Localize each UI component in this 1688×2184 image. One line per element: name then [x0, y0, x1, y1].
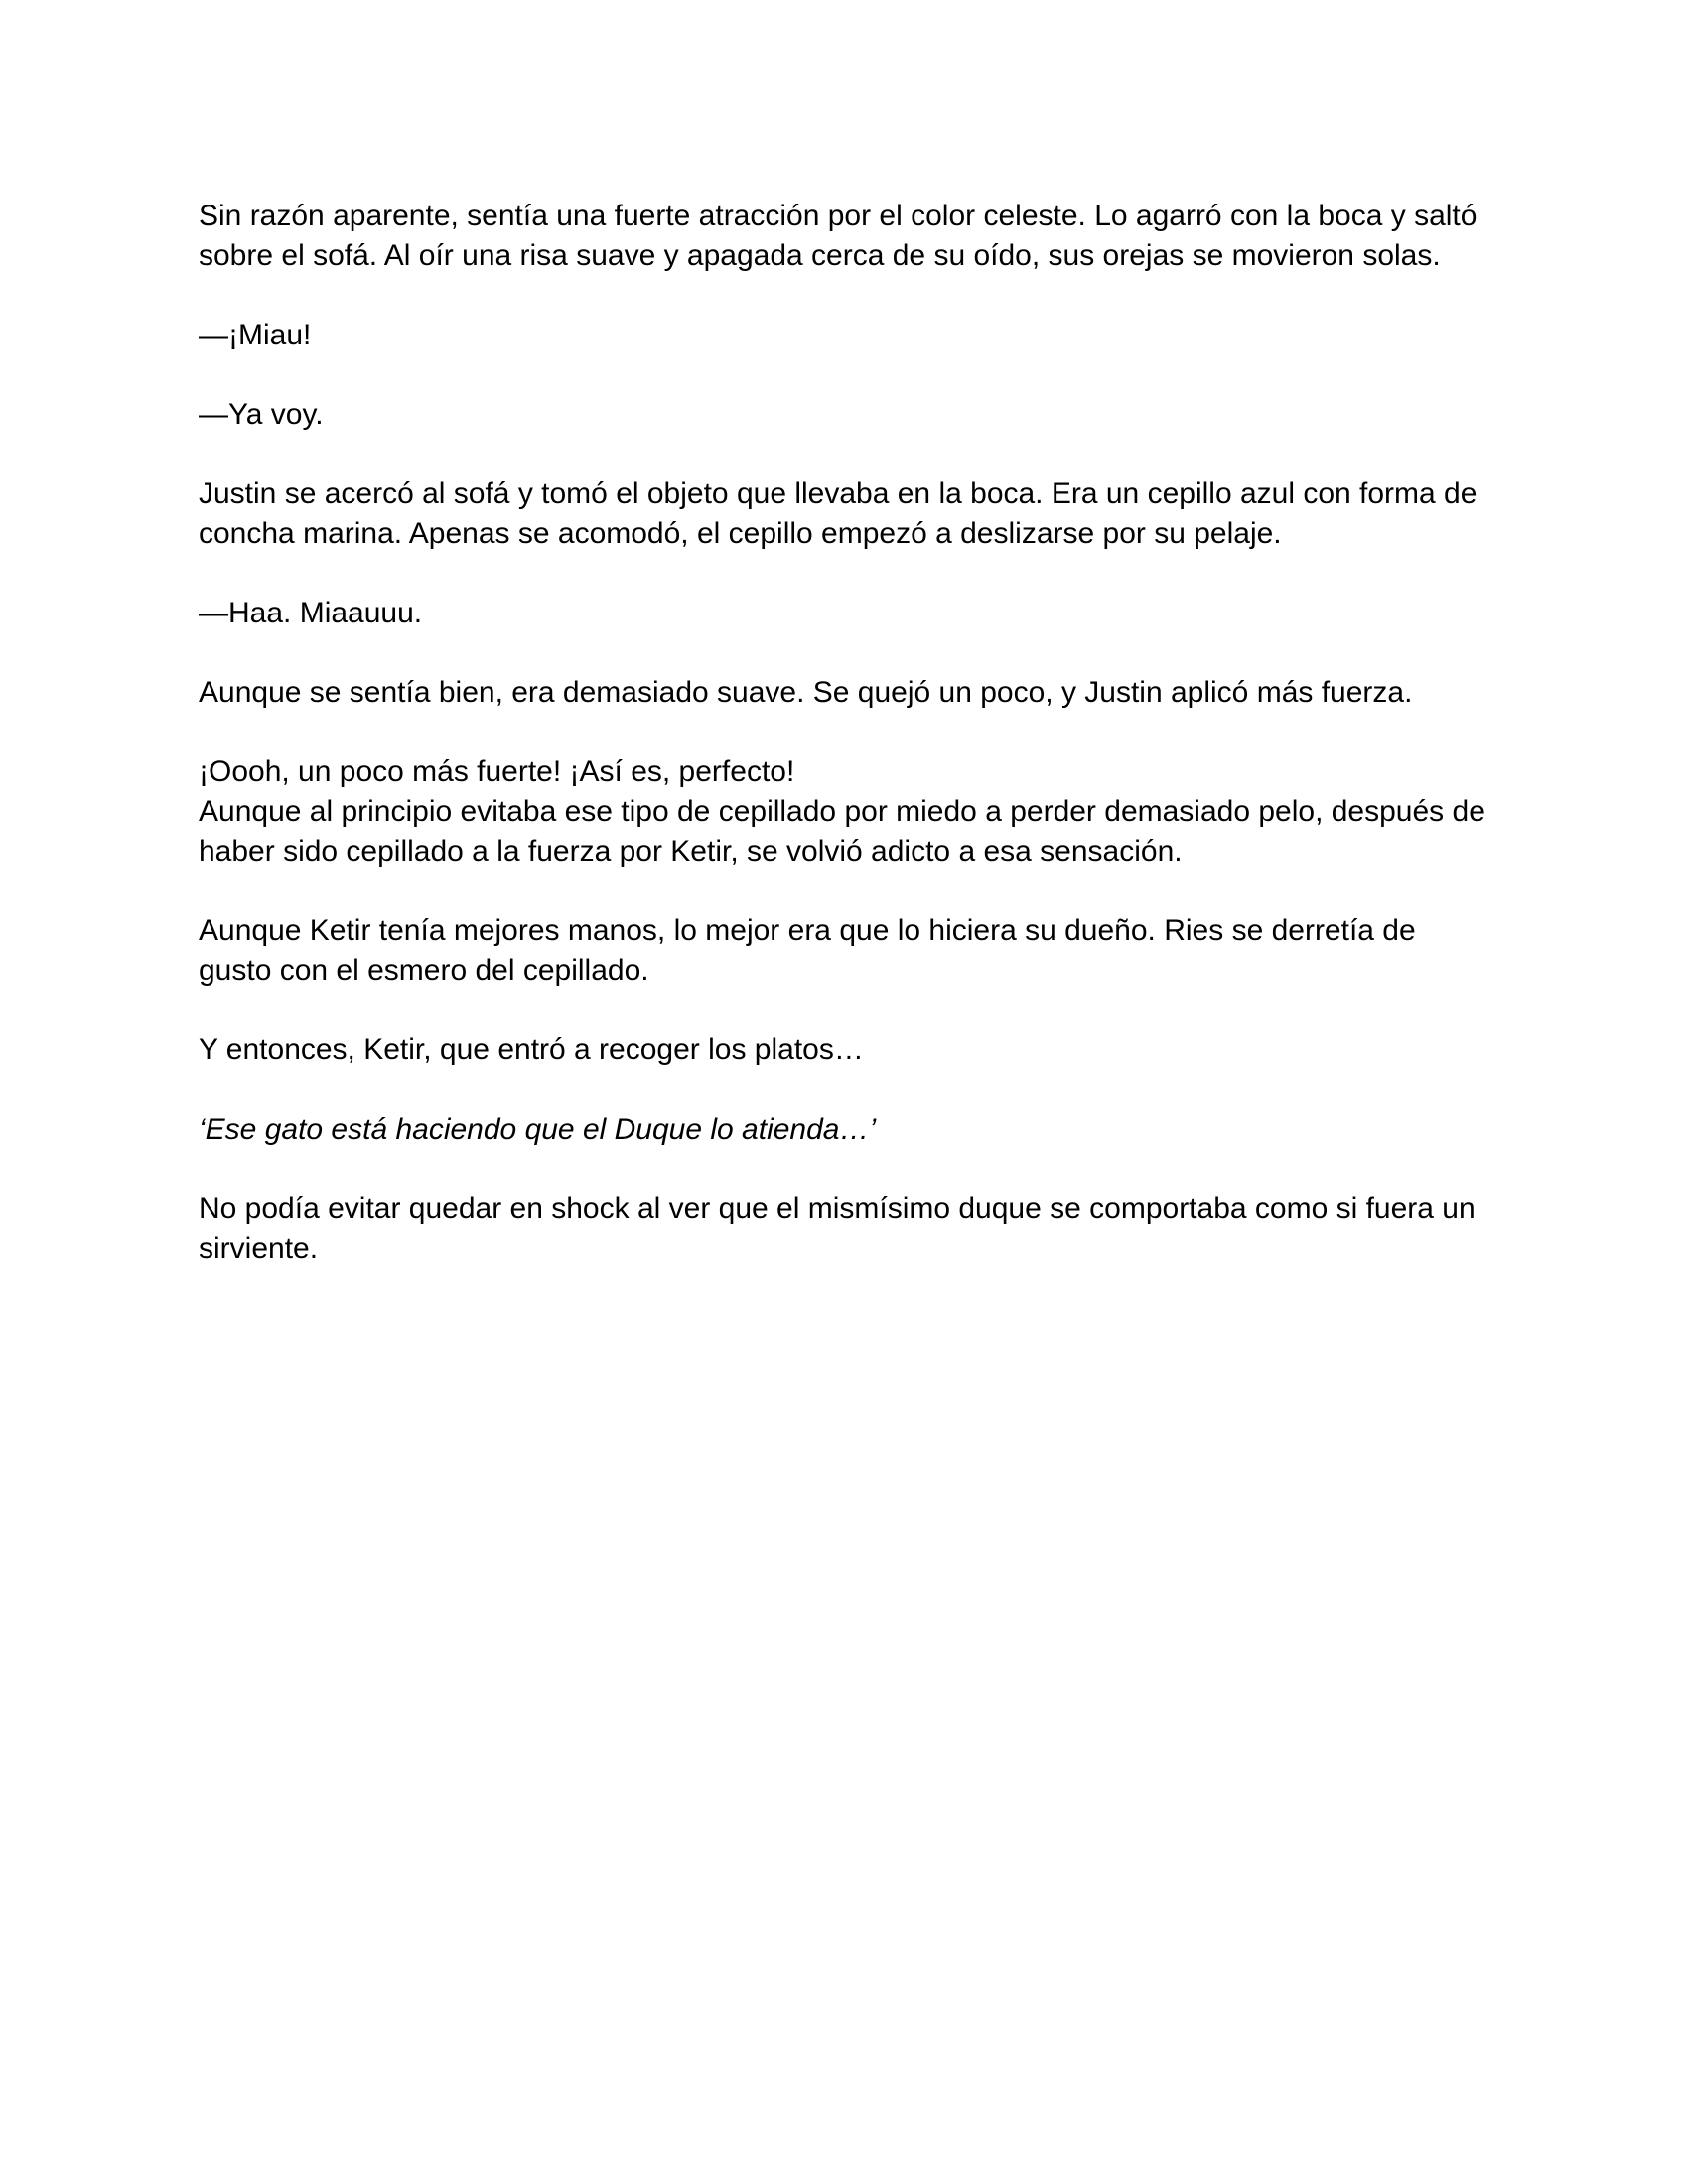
dialogue-line: —Haa. Miaauuu. [199, 597, 423, 629]
paragraph: Aunque al principio evitaba ese tipo de cepillado por miedo a perder demasiado pelo, después de haber sido cepillado a la fuerza por Ketir, se volvió adicto a esa sensación. [199, 795, 1494, 868]
inner-thought-line: ¡Oooh, un poco más fuerte! ¡Así es, perfecto! [199, 755, 795, 788]
paragraph: Y entonces, Ketir, que entró a recoger los platos… [199, 1033, 864, 1066]
paragraph: Sin razón aparente, sentía una fuerte atracción por el color celeste. Lo agarró con la boca y saltó sobre el sofá. Al oír una risa suave y apagada cerca de su oído, sus orejas se movieron solas. [199, 200, 1485, 272]
paragraph: Aunque Ketir tenía mejores manos, lo mejor era que lo hiciera su dueño. Ries se derretía de gusto con el esmero del cepillado. [199, 914, 1425, 987]
dialogue-line: —Ya voy. [199, 398, 324, 431]
paragraph: Justin se acercó al sofá y tomó el objeto que llevaba en la boca. Era un cepillo azul con forma de concha marina. Apenas se acomodó, el cepillo empezó a deslizarse por su pelaje. [199, 478, 1485, 550]
paragraph: No podía evitar quedar en shock al ver que el mismísimo duque se comportaba como si fuera un sirviente. [199, 1192, 1484, 1265]
dialogue-line: —¡Miau! [199, 319, 312, 351]
document-body [199, 197, 1494, 1308]
paragraph: Aunque se sentía bien, era demasiado suave. Se quejó un poco, y Justin aplicó más fuerza. [199, 676, 1413, 709]
italic-thought-line: ‘Ese gato está haciendo que el Duque lo atienda…’ [199, 1113, 877, 1146]
